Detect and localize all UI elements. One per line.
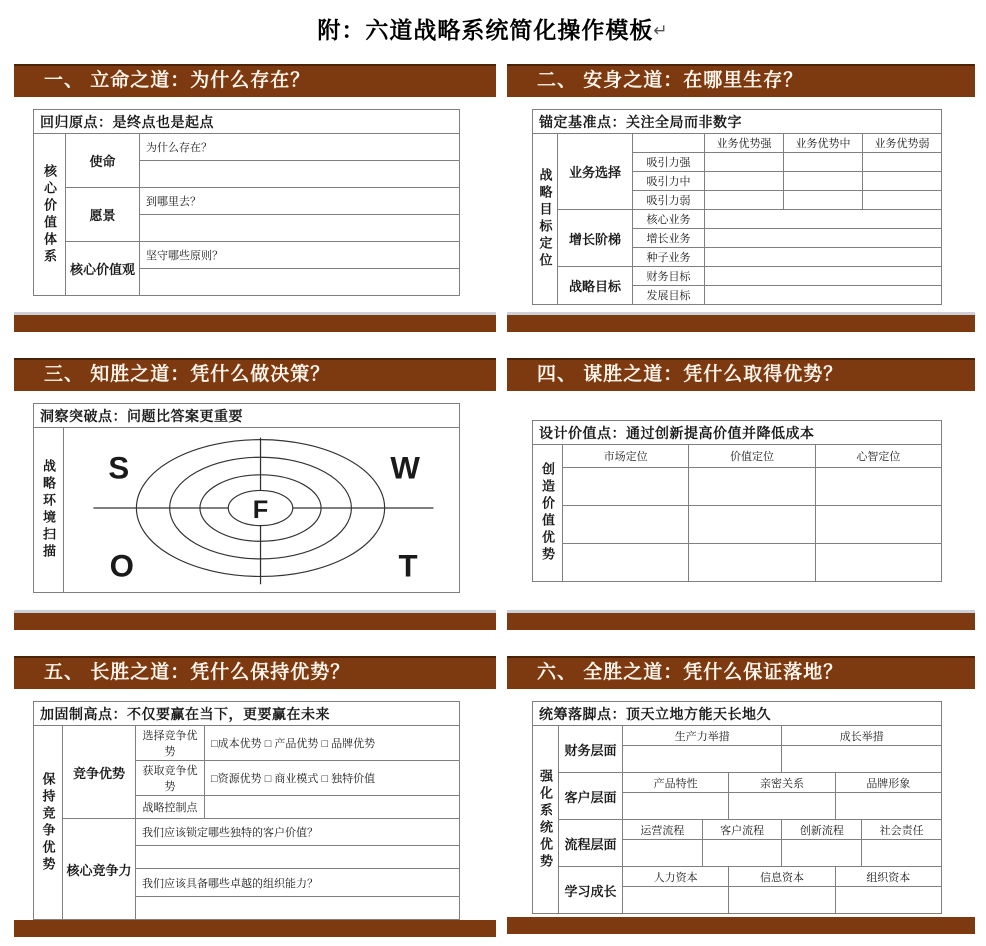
empty-cell	[689, 544, 815, 582]
empty-cell	[563, 544, 689, 582]
checkbox-options-cell: □资源优势 □ 商业模式 □ 独特价值	[205, 761, 460, 796]
separator-bar	[507, 312, 975, 332]
col-header: 组织资本	[835, 867, 941, 887]
page-title-text: 附：六道战略系统简化操作模板	[317, 17, 654, 43]
empty-cell	[705, 286, 942, 305]
empty-cell	[815, 544, 941, 582]
panel-3-header: 三、 知胜之道：凭什么做决策？	[14, 358, 496, 391]
row-label: 战略控制点	[136, 796, 205, 819]
group-label: 核心价值观	[66, 242, 140, 296]
empty-cell	[729, 793, 835, 820]
question-cell: 坚守哪些原则？	[140, 242, 460, 269]
group-label: 核心竞争力	[63, 819, 136, 920]
col-header: 价值定位	[689, 445, 815, 468]
empty-cell	[623, 887, 729, 914]
empty-cell	[623, 840, 703, 867]
empty-cell	[140, 269, 460, 296]
col-header: 业务优势中	[784, 134, 863, 153]
side-label: 创造价值优势	[533, 445, 563, 582]
empty-cell	[815, 468, 941, 506]
empty-cell	[782, 840, 862, 867]
empty-cell	[563, 506, 689, 544]
panel-5-sustain	[14, 656, 496, 934]
empty-cell	[563, 468, 689, 506]
empty-cell	[705, 229, 942, 248]
separator-bar	[14, 920, 496, 937]
focus-statement: 加固制高点：不仅要赢在当下，更要赢在未来	[34, 702, 460, 726]
focus-statement: 洞察突破点：问题比答案更重要	[34, 404, 460, 428]
swot-letter-o: O	[109, 548, 134, 584]
empty-cell	[140, 215, 460, 242]
panel-3-decision	[14, 358, 496, 630]
panel-4-header: 四、 谋胜之道：凭什么取得优势？	[507, 358, 975, 391]
empty-cell	[784, 172, 863, 191]
row-label: 吸引力弱	[633, 191, 705, 210]
group-label: 客户层面	[559, 773, 623, 820]
focus-statement: 统筹落脚点：顶天立地方能天长地久	[533, 702, 942, 726]
swot-letter-f: F	[252, 495, 269, 524]
col-header: 心智定位	[815, 445, 941, 468]
panel-1-header: 一、 立命之道：为什么存在？	[14, 64, 496, 97]
empty-cell	[705, 172, 784, 191]
empty-cell	[623, 746, 782, 773]
row-label: 获取竞争优势	[136, 761, 205, 796]
empty-cell	[815, 506, 941, 544]
panel-6-table	[532, 701, 942, 914]
side-label: 战略目标定位	[533, 134, 558, 305]
empty-cell	[705, 210, 942, 229]
col-header: 亲密关系	[729, 773, 835, 793]
group-label: 愿景	[66, 188, 140, 242]
row-label: 核心业务	[633, 210, 705, 229]
panel-1-destiny	[14, 64, 496, 332]
empty-cell	[705, 191, 784, 210]
separator-bar	[14, 610, 496, 630]
swot-diagram-cell	[64, 428, 460, 593]
group-label: 流程层面	[559, 820, 623, 867]
col-header: 运营流程	[623, 820, 703, 840]
col-header: 社会责任	[862, 820, 942, 840]
group-label: 增长阶梯	[558, 210, 633, 267]
empty-cell	[863, 191, 942, 210]
empty-cell	[633, 134, 705, 153]
empty-cell	[136, 846, 460, 869]
paragraph-return-mark: ↵	[653, 21, 669, 40]
group-label: 业务选择	[558, 134, 633, 210]
empty-cell	[140, 161, 460, 188]
empty-cell	[705, 248, 942, 267]
empty-cell	[863, 172, 942, 191]
row-label: 财务目标	[633, 267, 705, 286]
col-header: 业务优势强	[705, 134, 784, 153]
panels-grid	[14, 64, 975, 934]
panel-2-table	[532, 109, 942, 305]
panel-6-execution	[507, 656, 975, 934]
focus-statement: 锚定基准点：关注全局而非数字	[533, 110, 942, 134]
empty-cell	[705, 153, 784, 172]
row-label: 选择竞争优势	[136, 726, 205, 761]
col-header: 品牌形象	[835, 773, 941, 793]
separator-bar	[507, 917, 975, 934]
question-cell: 我们应该锁定哪些独特的客户价值？	[136, 819, 460, 846]
col-header: 成长举措	[782, 726, 942, 746]
row-label: 发展目标	[633, 286, 705, 305]
focus-statement: 设计价值点：通过创新提高价值并降低成本	[533, 421, 942, 445]
empty-cell	[689, 468, 815, 506]
row-label: 吸引力中	[633, 172, 705, 191]
checkbox-options-cell: □成本优势 □ 产品优势 □ 品牌优势	[205, 726, 460, 761]
row-label: 增长业务	[633, 229, 705, 248]
document-page	[0, 12, 986, 946]
question-cell: 我们应该具备哪些卓越的组织能力？	[136, 869, 460, 897]
page-title	[0, 12, 986, 64]
separator-bar	[14, 312, 496, 332]
row-label: 吸引力强	[633, 153, 705, 172]
panel-3-table	[33, 403, 460, 593]
question-cell: 为什么存在？	[140, 134, 460, 161]
empty-cell	[205, 796, 460, 819]
question-cell: 到哪里去？	[140, 188, 460, 215]
col-header: 人力资本	[623, 867, 729, 887]
side-label: 强化系统优势	[533, 726, 559, 914]
swot-diagram	[68, 429, 455, 591]
empty-cell	[623, 793, 729, 820]
separator-bar	[507, 610, 975, 630]
empty-cell	[835, 887, 941, 914]
group-label: 财务层面	[559, 726, 623, 773]
col-header: 客户流程	[702, 820, 782, 840]
empty-cell	[782, 746, 942, 773]
col-header: 创新流程	[782, 820, 862, 840]
group-label: 战略目标	[558, 267, 633, 305]
swot-letter-w: W	[390, 450, 420, 486]
empty-cell	[705, 267, 942, 286]
group-label: 使命	[66, 134, 140, 188]
side-label: 保持竞争优势	[34, 726, 63, 920]
swot-letter-t: T	[398, 548, 418, 584]
group-label: 竞争优势	[63, 726, 136, 819]
empty-cell	[863, 153, 942, 172]
row-label: 种子业务	[633, 248, 705, 267]
col-header: 业务优势弱	[863, 134, 942, 153]
empty-cell	[729, 887, 835, 914]
panel-6-header: 六、 全胜之道：凭什么保证落地？	[507, 656, 975, 689]
panel-5-header: 五、 长胜之道：凭什么保持优势？	[14, 656, 496, 689]
focus-statement: 回归原点：是终点也是起点	[34, 110, 460, 134]
empty-cell	[136, 897, 460, 920]
swot-letter-s: S	[108, 450, 130, 486]
empty-cell	[702, 840, 782, 867]
group-label: 学习成长	[559, 867, 623, 914]
panel-4-table	[532, 420, 942, 582]
panel-2-header: 二、 安身之道：在哪里生存？	[507, 64, 975, 97]
side-label: 战略环境扫描	[34, 428, 64, 593]
empty-cell	[689, 506, 815, 544]
side-label: 核心价值体系	[34, 134, 66, 296]
panel-1-table	[33, 109, 460, 296]
panel-2-position	[507, 64, 975, 332]
empty-cell	[784, 191, 863, 210]
col-header: 市场定位	[563, 445, 689, 468]
panel-4-advantage	[507, 358, 975, 630]
col-header: 产品特性	[623, 773, 729, 793]
empty-cell	[784, 153, 863, 172]
empty-cell	[862, 840, 942, 867]
panel-5-table	[33, 701, 460, 920]
empty-cell	[835, 793, 941, 820]
col-header: 生产力举措	[623, 726, 782, 746]
col-header: 信息资本	[729, 867, 835, 887]
